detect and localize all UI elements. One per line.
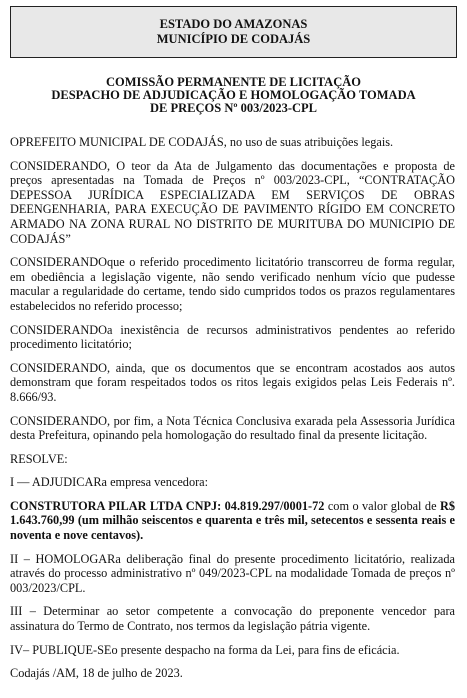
title-line-3: DE PREÇOS Nº 003/2023-CPL — [150, 101, 317, 115]
paragraph-publique: IV– PUBLIQUE-SEo presente despacho na forma da Lei, para fins de eficácia. — [10, 642, 400, 657]
paragraph-considerando-documentos: CONSIDERANDO, ainda, que os documentos que se encontram acostados aos autos demonstram que foram respeitados todos os ritos legais exigidos pelas Leis Federais nº. 8.666/93. — [10, 360, 455, 404]
paragraph-considerando-regular: CONSIDERANDOque o referido procedimento licitatório transcorreu de forma regular, em obediência a legislação vigente, não sendo verificado nenhum vício que pudesse macular a regularidade do certame, tendo sido cumpridos todos os prazos regulamentares estabelecidos no referido processo; — [10, 255, 455, 313]
company-name: CONSTRUTORA PILAR LTDA CNPJ: 04.819.297/0001-72 — [10, 498, 325, 513]
municipality-name: MUNICÍPIO DE CODAJÁS — [156, 32, 311, 46]
title-line-1: COMISSÃO PERMANENTE DE LICITAÇÃO — [105, 75, 361, 89]
paragraph-date: Codajás /AM, 18 de julho de 2023. — [10, 666, 183, 681]
paragraph-considerando-nota: CONSIDERANDO, por fim, a Nota Técnica Conclusiva exarada pela Assessoria Jurídica desta Prefeitura, opinando pela homologação do resultado final da presente licitação. — [10, 413, 455, 443]
paragraph-prefeito: OPREFEITO MUNICIPAL DE CODAJÁS, no uso de suas atribuições legais. — [10, 135, 394, 149]
contract-value: R$ 1.643.760,99 (um milhão seiscentos e quarenta e três mil, setecentos e sessenta reais e noventa e nove centavos). — [10, 498, 455, 543]
paragraph-resolve: RESOLVE: — [10, 451, 68, 466]
paragraph-considerando-recursos: CONSIDERANDOa inexistência de recursos administrativos pendentes ao referido procedimento licitatório; — [10, 322, 455, 352]
state-name: ESTADO DO AMAZONAS — [159, 17, 308, 31]
paragraph-company — [10, 499, 455, 543]
value-intro: com o valor global de — [324, 498, 440, 513]
document-title — [10, 76, 457, 115]
paragraph-adjudicar: I — ADJUDICARa empresa vencedora: — [10, 475, 209, 490]
header-box — [10, 6, 457, 58]
title-line-2: DESPACHO DE ADJUDICAÇÃO E HOMOLOGAÇÃO TOMADA — [51, 88, 416, 102]
paragraph-considerando-ata: CONSIDERANDO, O teor da Ata de Julgamento das documentações e proposta de preços apresentadas na Tomada de Preços nº 003/2023-CPL, “CONTRATAÇÃO DEPESSOA JURÍDICA ESPECIALIZADA EM SERVIÇOS DE OBRAS DEENGENHARIA, PARA EXECUÇÃO DE PAVIMENTO RÍGIDO EM CONCRETO ARMADO NA ZONA RURAL NO DISTRITO DE MURITUBA DO MUNICIPIO DE CODAJÁS” — [10, 158, 455, 246]
paragraph-homologar: II – HOMOLOGARa deliberação final do presente procedimento licitatório, realizada através do processo administrativo nº 049/2023-CPL na modalidade Tomada de preços nº 003/2023/CPL. — [10, 551, 455, 595]
paragraph-determinar: III – Determinar ao setor competente a convocação do preponente vencedor para assinatura do Termo de Contrato, nos termos da legislação pátria vigente. — [10, 604, 455, 634]
document-body — [10, 135, 455, 690]
